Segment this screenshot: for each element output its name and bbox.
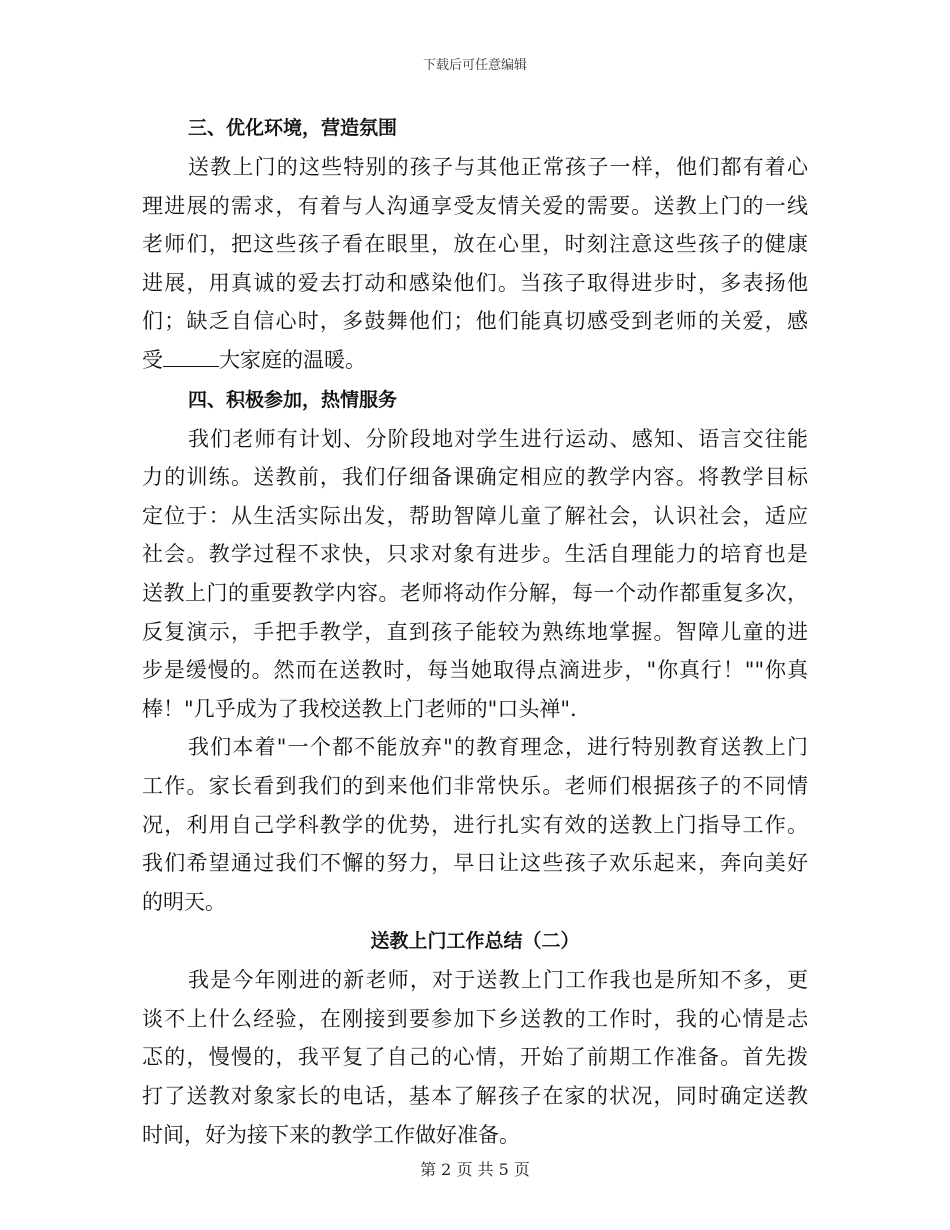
text-line: 我们本着"一个都不能放弃"的教育理念，进行特别教育送教上门 bbox=[188, 735, 808, 760]
section-heading-4: 四、积极参加，热情服务 bbox=[188, 388, 398, 411]
text-line: 我们希望通过我们不懈的努力，早日让这些孩子欢乐起来，奔向美好 bbox=[142, 851, 808, 876]
text-line: 进展，用真诚的爱去打动和感染他们。当孩子取得进步时，多表扬他 bbox=[142, 270, 808, 295]
section-4-paragraph-1 bbox=[142, 420, 808, 729]
text-fragment: 大家庭的温暖。 bbox=[219, 347, 366, 372]
text-line: 老师们，把这些孩子看在眼里，放在心里，时刻注意这些孩子的健康 bbox=[142, 232, 808, 257]
text-line bbox=[142, 341, 808, 380]
text-line: 社会。教学过程不求快，只求对象有进步。生活自理能力的培育也是 bbox=[142, 542, 808, 567]
text-line: 们；缺乏自信心时，多鼓舞他们；他们能真切感受到老师的关爱，感 bbox=[142, 309, 808, 334]
part-2-title: 送教上门工作总结（二） bbox=[370, 930, 580, 953]
text-line: 忑的，慢慢的，我平复了自己的心情，开始了前期工作准备。首先拨 bbox=[142, 1045, 808, 1070]
section-4-paragraph-2 bbox=[142, 728, 808, 921]
text-line: 我是今年刚进的新老师，对于送教上门工作我也是所知不多，更 bbox=[188, 968, 808, 993]
text-line: 打了送教对象家长的电话，基本了解孩子在家的状况，同时确定送教 bbox=[142, 1084, 808, 1109]
section-3-paragraph bbox=[142, 148, 808, 380]
text-line: 理进展的需求，有着与人沟通享受友情关爱的需要。送教上门的一线 bbox=[142, 193, 808, 218]
page-content bbox=[142, 108, 808, 1154]
text-line: 步是缓慢的。然而在送教时，每当她取得点滴进步，"你真行！""你真 bbox=[142, 658, 808, 683]
header-note: 下载后可任意编辑 bbox=[422, 58, 527, 73]
text-line: 定位于：从生活实际出发，帮助智障儿童了解社会，认识社会，适应 bbox=[142, 503, 808, 528]
text-fragment: 受 bbox=[142, 347, 163, 372]
fill-in-blank bbox=[163, 347, 219, 367]
part-2-paragraph bbox=[142, 961, 808, 1154]
text-line: 谈不上什么经验，在刚接到要参加下乡送教的工作时，我的心情是忐 bbox=[142, 1006, 808, 1031]
text-line: 我们老师有计划、分阶段地对学生进行运动、感知、语言交往能 bbox=[188, 426, 808, 451]
text-line: 的明天。 bbox=[142, 889, 226, 914]
text-line: 反复演示，手把手教学，直到孩子能较为熟练地掌握。智障儿童的进 bbox=[142, 619, 808, 644]
text-line: 况，利用自己学科教学的优势，进行扎实有效的送教上门指导工作。 bbox=[142, 812, 808, 837]
text-line: 力的训练。送教前，我们仔细备课确定相应的教学内容。将教学目标 bbox=[142, 465, 808, 490]
text-line: 送教上门的这些特别的孩子与其他正常孩子一样，他们都有着心 bbox=[188, 155, 808, 179]
text-line: 工作。家长看到我们的到来他们非常快乐。老师们根据孩子的不同情 bbox=[142, 773, 808, 798]
page-number-footer: 第 2 页 共 5 页 bbox=[420, 1160, 530, 1179]
text-line: 棒！"几乎成为了我校送教上门老师的"口头禅". bbox=[142, 696, 577, 721]
text-line: 送教上门的重要教学内容。老师将动作分解，每一个动作都重复多次， bbox=[142, 580, 808, 605]
text-line: 时间，好为接下来的教学工作做好准备。 bbox=[142, 1122, 520, 1147]
section-heading-3: 三、优化环境，营造氛围 bbox=[188, 117, 398, 139]
